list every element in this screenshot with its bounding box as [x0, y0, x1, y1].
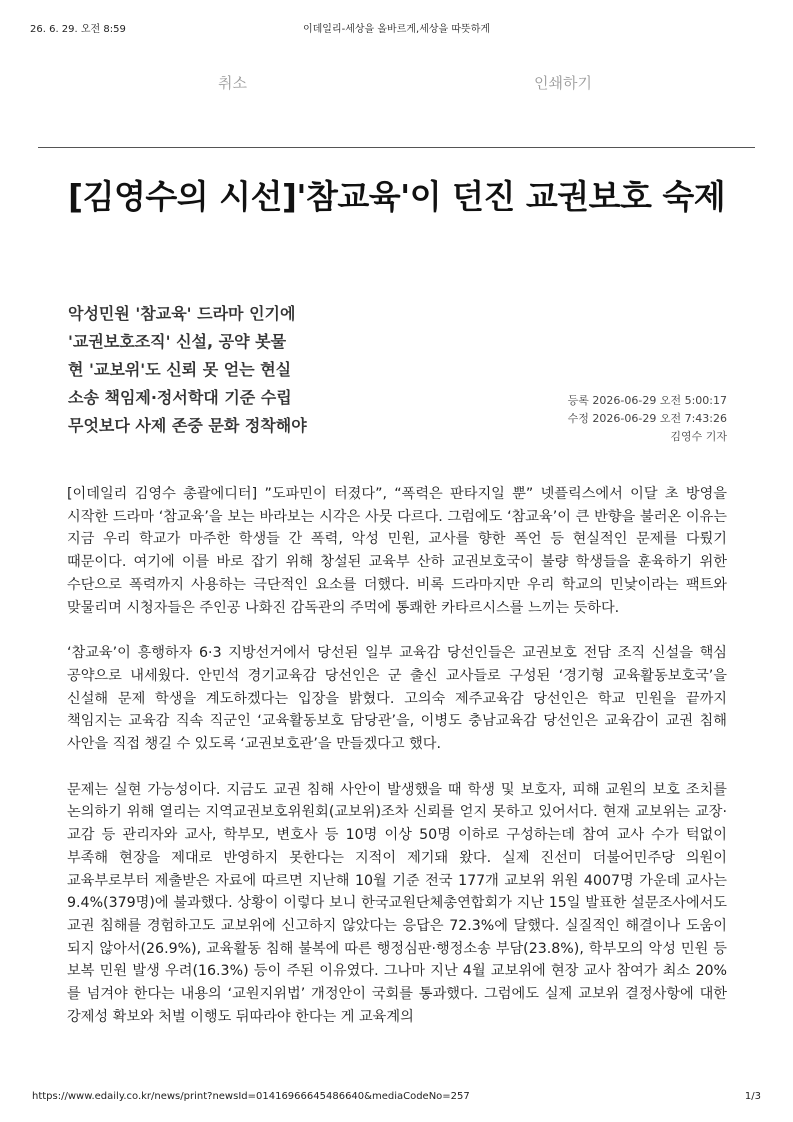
print-datetime: 26. 6. 29. 오전 8:59	[30, 24, 126, 35]
body-paragraph: 문제는 실현 가능성이다. 지금도 교권 침해 사안이 발생했을 때 학생 및 보호자, 피해 교원의 보호 조치를 논의하기 위해 열리는 지역교권보호위원회(교보위)조차 신뢰를 얻지 못하고 있어서다. 현재 교보위는 교장·교감 등 관리자와 교사, 학부모, 변호사 등 10명 이상 50명 이하로 구성하는데 참여 교사 수가 턱없이 부족해 현장을 제대로 반영하지 못한다는 지적이 제기돼 왔다. 실제 진선미 더불어민주당 의원이 교육부로부터 제출받은 자료에 따르면 지난해 10월 기준 전국 177개 교보위 위원 4007명 가운데 교사는 9.4%(379명)에 불과했다. 상황이 이렇다 보니 한국교원단체총연합회가 지난 15일 발표한 설문조사에서도 교권 침해를 경험하고도 교보위에 신고하지 않았다는 응답은 72.3%에 달했다. 실질적인 해결이나 도움이 되지 않아서(26.9%), 교육활동 침해 불복에 따른 행정심판·행정소송 부담(23.8%), 학부모의 악성 민원 등 보복 민원 발생 우려(16.3%) 등이 주된 이유였다. 그나마 지난 4월 교보위에 현장 교사 참여가 최소 20%를 넘겨야 한다는 내용의 ‘교원지위법’ 개정안이 국회를 통과했다. 그럼에도 실제 교보위 결정사항에 대한 강제성 확보와 처벌 이행도 뒤따라야 한다는 게 교육계의	[67, 781, 727, 1025]
print-header	[0, 20, 793, 36]
article-body	[67, 483, 727, 1051]
article-headline: [김영수의 시선]'참교육'이 던진 교권보호 숙제	[68, 177, 726, 216]
subhead: 악성민원 '참교육' 드라마 인기에	[68, 304, 296, 323]
subhead: '교권보호조직' 신설, 공약 봇물	[68, 332, 287, 351]
subhead: 무엇보다 사제 존중 문화 정착해야	[68, 416, 307, 435]
page-url: https://www.edaily.co.kr/news/print?newsId=01416966645486640&mediaCodeNo=257	[32, 1091, 470, 1102]
author-byline: 김영수 기자	[670, 430, 727, 443]
body-paragraph: ‘참교육’이 흥행하자 6·3 지방선거에서 당선된 일부 교육감 당선인들은 교권보호 전담 조직 신설을 핵심 공약으로 내세웠다. 안민석 경기교육감 당선인은 군 출신 교사들로 구성된 ‘경기형 교육활동보호국’을 신설해 문제 학생을 계도하겠다는 입장을 밝혔다. 고의숙 제주교육감 당선인은 학교 민원을 끝까지 책임지는 교육감 직속 직군인 ‘교육활동보호 담당관’을, 이병도 충남교육감 당선인은 교육감이 교권 침해 사안을 직접 챙길 수 있도록 ‘교권보호관’을 만들겠다고 했다.	[67, 645, 727, 753]
divider	[38, 147, 755, 148]
article-subheads	[68, 300, 468, 440]
print-actions	[0, 72, 793, 96]
page-indicator: 1/3	[744, 1091, 761, 1102]
print-page-title: 이데일리-세상을 올바르게,세상을 따뜻하게	[302, 24, 491, 35]
print-button[interactable]: 인쇄하기	[534, 74, 592, 92]
article-meta	[568, 392, 727, 446]
body-paragraph: [이데일리 김영수 총괄에디터] ”도파민이 터졌다”, “폭력은 판타지일 뿐” 넷플릭스에서 이달 초 방영을 시작한 드라마 ‘참교육’을 보는 바라보는 시각은 사뭇 다르다. 그럼에도 ‘참교육’이 큰 반향을 불러온 이유는 지금 우리 학교가 마주한 학생들 간 폭력, 악성 민원, 교사를 향한 폭언 등 현실적인 문제를 다뤘기 때문이다. 여기에 이를 바로 잡기 위해 창설된 교육부 산하 교권보호국이 불량 학생들을 훈육하기 위한 수단으로 폭력까지 사용하는 극단적인 요소를 더했다. 비록 드라마지만 우리 학교의 민낯이라는 팩트와 맞물리며 시청자들은 주인공 나화진 감독관의 주먹에 통쾌한 카타르시스를 느끼는 듯하다.	[67, 486, 727, 616]
cancel-button[interactable]: 취소	[218, 74, 247, 92]
subhead: 현 '교보위'도 신뢰 못 얻는 현실	[68, 360, 292, 379]
modified-timestamp: 수정 2026-06-29 오전 7:43:26	[567, 412, 727, 425]
registered-timestamp: 등록 2026-06-29 오전 5:00:17	[567, 394, 727, 407]
print-footer	[0, 1091, 793, 1105]
subhead: 소송 책임제·정서학대 기준 수립	[68, 388, 292, 407]
